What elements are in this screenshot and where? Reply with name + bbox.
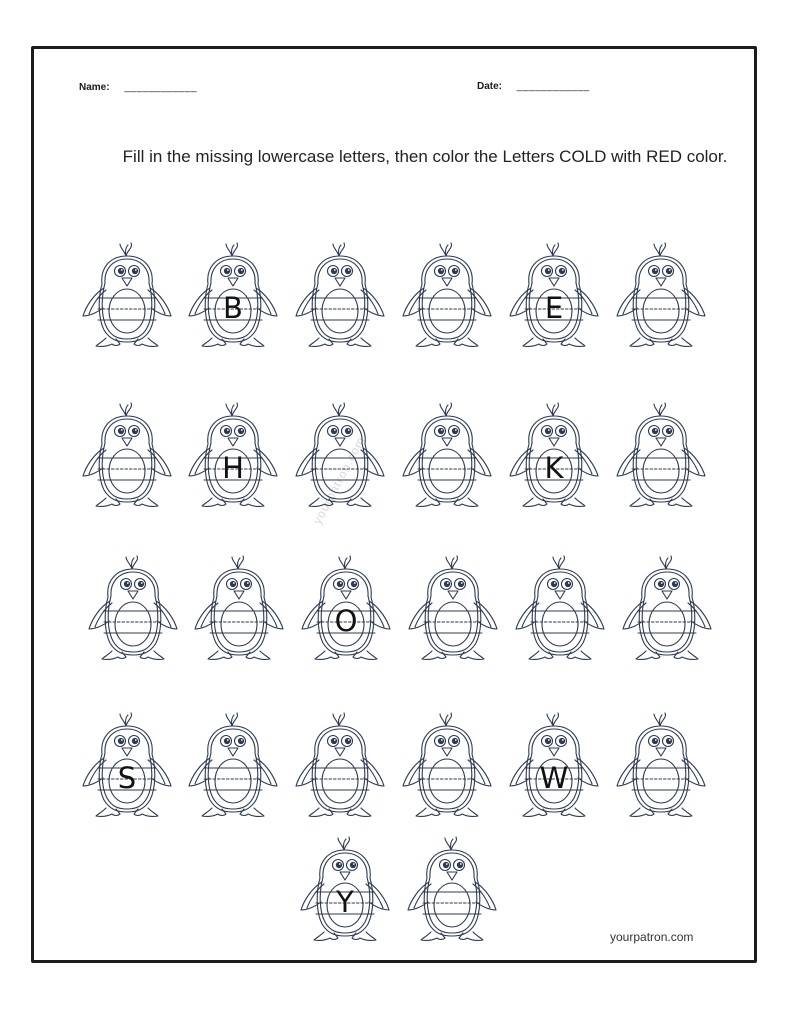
penguin-icon <box>405 832 499 948</box>
penguin-card[interactable] <box>293 708 387 824</box>
penguin-icon <box>186 708 280 824</box>
penguin-icon <box>192 551 286 667</box>
penguin-card[interactable] <box>80 238 174 354</box>
penguin-card[interactable] <box>192 551 286 667</box>
penguin-card[interactable] <box>620 551 714 667</box>
penguin-letter: H <box>222 451 244 485</box>
penguin-letter: O <box>334 604 358 638</box>
penguin-letter: Y <box>336 885 354 919</box>
penguin-card[interactable] <box>186 398 280 514</box>
penguin-card[interactable] <box>507 708 601 824</box>
penguin-card[interactable] <box>400 238 494 354</box>
penguin-card[interactable] <box>293 238 387 354</box>
penguin-card[interactable] <box>299 551 393 667</box>
penguin-card[interactable] <box>406 551 500 667</box>
penguin-card[interactable] <box>614 398 708 514</box>
penguin-icon <box>80 398 174 514</box>
penguin-icon <box>400 398 494 514</box>
penguin-icon <box>80 238 174 354</box>
penguin-card[interactable] <box>400 398 494 514</box>
penguin-icon <box>400 238 494 354</box>
penguin-card[interactable] <box>614 708 708 824</box>
penguin-icon <box>614 398 708 514</box>
penguin-icon <box>86 551 180 667</box>
date-field <box>477 81 590 92</box>
penguin-letter: E <box>544 291 564 325</box>
penguin-card[interactable] <box>80 708 174 824</box>
penguin-letter: B <box>223 291 243 325</box>
penguin-card[interactable] <box>80 398 174 514</box>
date-label: Date: <box>477 81 503 92</box>
penguin-card[interactable] <box>614 238 708 354</box>
name-field <box>79 82 197 93</box>
penguin-icon <box>620 551 714 667</box>
penguin-icon <box>293 398 387 514</box>
penguin-icon <box>293 238 387 354</box>
watermark: yourpatron.com <box>310 434 369 527</box>
penguin-icon <box>513 551 607 667</box>
date-blank[interactable]: ____________ <box>516 81 590 92</box>
penguin-icon <box>293 708 387 824</box>
penguin-card[interactable] <box>507 238 601 354</box>
penguin-card[interactable] <box>186 238 280 354</box>
penguin-card[interactable] <box>400 708 494 824</box>
penguin-card[interactable] <box>293 398 387 514</box>
penguin-icon <box>614 708 708 824</box>
penguin-letter: W <box>539 761 569 795</box>
penguin-icon <box>406 551 500 667</box>
name-blank[interactable]: ____________ <box>124 82 198 93</box>
penguin-card[interactable] <box>186 708 280 824</box>
footer-website: yourpatron.com <box>610 930 694 944</box>
penguin-card[interactable] <box>513 551 607 667</box>
penguin-card[interactable] <box>405 832 499 948</box>
penguin-letter: K <box>544 451 564 485</box>
penguin-icon <box>614 238 708 354</box>
penguin-card[interactable] <box>298 832 392 948</box>
name-label: Name: <box>79 82 110 93</box>
penguin-icon <box>400 708 494 824</box>
penguin-card[interactable] <box>507 398 601 514</box>
penguin-letter: S <box>117 761 137 795</box>
instructions: Fill in the missing lowercase letters, then color the Letters COLD with RED color. <box>122 147 728 166</box>
penguin-card[interactable] <box>86 551 180 667</box>
